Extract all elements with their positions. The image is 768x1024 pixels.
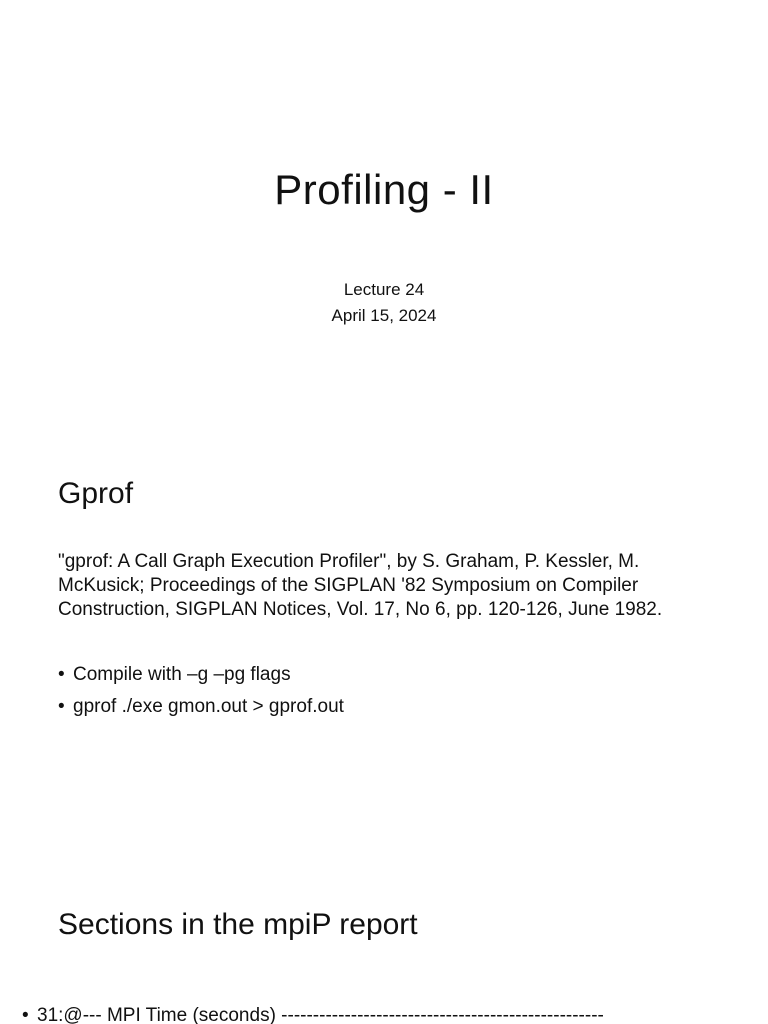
bullet-item (58, 663, 344, 695)
bullet-text: gprof ./exe gmon.out > gprof.out (73, 696, 344, 717)
title-slide (0, 0, 768, 430)
mpip-slide (0, 860, 768, 1024)
citation-line: McKusick; Proceedings of the SIGPLAN '82 Symposium on Compiler (58, 575, 639, 596)
slide-heading: Sections in the mpiP report (58, 908, 418, 941)
bullet-text: Compile with –g –pg flags (73, 664, 291, 685)
bullet-icon: • (58, 696, 65, 717)
bullet-text: 31:@--- MPI Time (seconds) --------------------------------------------------- (37, 1005, 604, 1024)
citation-paragraph (58, 550, 738, 622)
bullet-icon: • (58, 664, 65, 685)
lecture-date: April 15, 2024 (331, 306, 437, 325)
slide-title: Profiling - II (274, 166, 494, 213)
bullet-list (58, 663, 344, 727)
bullet-item (22, 1005, 604, 1024)
gprof-slide (0, 430, 768, 860)
slide-heading: Gprof (58, 477, 134, 510)
citation-line: Construction, SIGPLAN Notices, Vol. 17, No 6, pp. 120-126, June 1982. (58, 599, 663, 620)
lecture-number: Lecture 24 (343, 280, 425, 299)
citation-line: "gprof: A Call Graph Execution Profiler", by S. Graham, P. Kessler, M. (58, 551, 640, 572)
bullet-icon: • (22, 1005, 29, 1024)
bullet-item (58, 695, 344, 727)
